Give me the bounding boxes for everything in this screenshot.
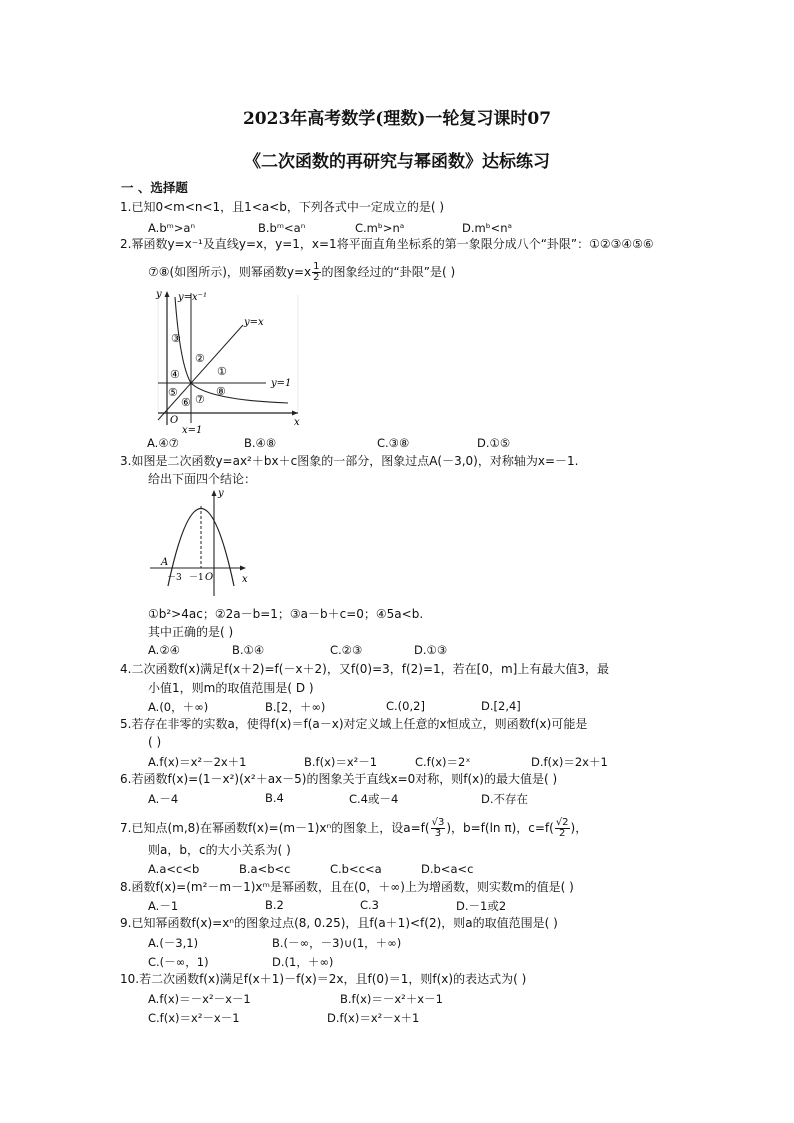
q2-label-o: O [170, 415, 179, 426]
q3-label-minus3: －3 [167, 573, 182, 583]
q10-stem: 10.若二次函数f(x)满足f(x＋1)－f(x)＝2x，且f(0)＝1，则f(x)的表达式为( ) [120, 972, 527, 986]
q4-option-a: A.(0，＋∞) [148, 700, 209, 714]
q2-label-v: x=1 [182, 425, 203, 435]
q6-option-d: D.不存在 [481, 792, 529, 806]
q2-label-y: y [156, 289, 162, 300]
q8-option-c: C.3 [360, 898, 380, 912]
q3-ask: 其中正确的是( ) [148, 625, 234, 639]
q3-label-y: y [218, 488, 224, 499]
q10-option-c: C.f(x)＝x²－x－1 [148, 1011, 240, 1025]
q5-option-d: D.f(x)＝2x＋1 [531, 755, 608, 769]
q5-stem-line1: 5.若存在非零的实数a，使得f(x)＝f(a－x)对定义域上任意的x恒成立，则函数f(x)可能是 [120, 717, 588, 731]
page-title: 2023年高考数学(理数)一轮复习课时07 [242, 109, 552, 129]
q8-option-a: A.－1 [148, 899, 179, 913]
q4-option-c: C.(0,2] [386, 699, 425, 713]
q2-label-h: y=1 [271, 378, 292, 389]
q9-option-a: A.(－3,1) [148, 936, 199, 950]
q3-option-b: B.①④ [232, 643, 265, 657]
q2-exponent-fraction [312, 262, 320, 283]
q2-stem-line2 [148, 262, 455, 283]
q8-stem: 8.函数f(x)=(m²－m－1)xᵐ是幂函数，且在(0，＋∞)上为增函数，则实数m的值是( ) [120, 880, 574, 894]
q3-label-o: O [205, 572, 214, 583]
q10-option-b: B.f(x)＝－x²＋x－1 [340, 992, 443, 1006]
q2-region-1: ① [217, 365, 227, 378]
q2-region-2: ② [195, 352, 205, 365]
q2-region-5: ⑤ [168, 386, 178, 399]
q7-frac1-denominator: 3 [434, 828, 442, 839]
q7-frac1-numerator: √3 [431, 817, 445, 828]
q2-option-b: B.④⑧ [244, 436, 277, 450]
q7-fraction-2 [555, 818, 570, 839]
q1-option-c: C.mᵇ>nᵃ [355, 221, 405, 235]
q2-exp-numerator: 1 [313, 261, 320, 272]
q3-option-c: C.②③ [330, 643, 363, 657]
q6-option-b: B.4 [265, 791, 284, 805]
q3-label-a: A [161, 557, 169, 568]
q5-option-a: A.f(x)＝x²－2x＋1 [148, 755, 247, 769]
q3-stem-line1: 3.如图是二次函数y=ax²＋bx＋c图象的一部分，图象过点A(－3,0)，对称轴为x=－1. [120, 454, 579, 468]
q2-region-6: ⑥ [181, 396, 191, 409]
q6-option-c: C.4或－4 [349, 792, 399, 806]
q7-fraction-1 [431, 818, 446, 839]
q4-option-d: D.[2,4] [481, 699, 521, 713]
q3-conclusions: ①b²>4ac；②2a－b=1；③a－b＋c=0；④5a<b. [148, 607, 424, 621]
q4-option-b: B.[2，＋∞) [265, 700, 326, 714]
q6-option-a: A.－4 [148, 792, 179, 806]
q7-stem-part-c: )， [570, 821, 588, 835]
q2-region-8: ⑧ [216, 385, 226, 398]
q3-label-minus1: －1 [189, 573, 204, 583]
q7-option-d: D.b<a<c [421, 862, 474, 876]
q2-option-d: D.①⑤ [477, 436, 511, 450]
q2-stem-line1: 2.幂函数y=x⁻¹及直线y=x，y=1，x=1将平面直角坐标系的第一象限分成八个“卦限”：①②③④⑤⑥ [120, 237, 654, 251]
q7-stem-part-a: 7.已知点(m,8)在幂函数f(x)=(m－1)xⁿ的图象上，设a=f( [120, 821, 430, 835]
q4-stem-line1: 4.二次函数f(x)满足f(x＋2)=f(－x＋2)，又f(0)=3，f(2)=1，若在[0，m]上有最大值3，最 [120, 662, 609, 676]
q2-option-a: A.④⑦ [147, 436, 179, 450]
q2-label-curve: y=x⁻¹ [178, 292, 207, 303]
q9-option-b: B.(－∞，－3)∪(1，＋∞) [272, 936, 402, 950]
q3-figure [150, 486, 255, 598]
q8-option-b: B.2 [265, 898, 284, 912]
page-subtitle: 《二次函数的再研究与幂函数》达标练习 [244, 152, 550, 172]
section-heading: 一 、选择题 [121, 180, 188, 195]
q5-option-c: C.f(x)＝2ˣ [415, 755, 471, 769]
q4-stem-line2: 小值1，则m的取值范围是( D ) [148, 681, 314, 695]
q8-option-d: D.－1或2 [456, 899, 507, 913]
q3-label-x: x [242, 574, 248, 585]
q5-stem-line2: ( ) [148, 735, 162, 749]
q3-option-d: D.①③ [414, 643, 448, 657]
q2-region-3: ③ [171, 332, 181, 345]
q5-option-b: B.f(x)＝x²－1 [304, 755, 378, 769]
q9-option-d: D.(1，＋∞) [272, 955, 334, 969]
q7-stem-line1 [120, 818, 587, 839]
q3-stem-line2: 给出下面四个结论： [148, 472, 257, 486]
q2-exp-denominator: 2 [313, 272, 320, 283]
q10-option-d: D.f(x)＝x²－x＋1 [327, 1011, 420, 1025]
q2-region-7: ⑦ [195, 393, 205, 406]
q7-stem-part-b: )，b=f(ln π)，c=f( [446, 821, 554, 835]
q2-stem-part-a: ⑦⑧(如图所示)，则幂函数y=x [148, 265, 312, 279]
q7-stem-line2: 则a，b，c的大小关系为( ) [148, 843, 291, 857]
q1-option-a: A.bᵐ>aⁿ [148, 221, 196, 235]
q10-option-a: A.f(x)＝－x²－x－1 [148, 992, 251, 1006]
q2-region-4: ④ [170, 368, 180, 381]
q6-stem: 6.若函数f(x)=(1－x²)(x²＋ax－5)的图象关于直线x=0对称，则f(x)的最大值是( ) [120, 772, 558, 786]
q2-stem-part-b: 的图象经过的“卦限”是( ) [321, 265, 456, 279]
q9-option-c: C.(－∞，1) [148, 955, 209, 969]
q2-figure [148, 285, 303, 435]
q7-option-b: B.a<b<c [239, 862, 291, 876]
q7-frac2-numerator: √2 [555, 817, 569, 828]
q7-option-a: A.a<c<b [148, 862, 200, 876]
q7-frac2-denominator: 2 [558, 828, 566, 839]
q7-option-c: C.b<c<a [330, 862, 382, 876]
q1-option-d: D.mᵇ<nᵃ [462, 221, 513, 235]
q2-label-x: x [294, 417, 300, 428]
q2-label-diag: y=x [244, 317, 264, 328]
q1-stem: 1.已知0<m<n<1，且1<a<b，下列各式中一定成立的是( ) [120, 200, 445, 214]
q1-option-b: B.bᵐ<aⁿ [258, 221, 306, 235]
q9-stem: 9.已知幂函数f(x)=xⁿ的图象过点(8, 0.25)，且f(a＋1)<f(2)，则a的取值范围是( ) [120, 916, 558, 930]
q2-option-c: C.③⑧ [377, 436, 410, 450]
q3-option-a: A.②④ [148, 643, 180, 657]
